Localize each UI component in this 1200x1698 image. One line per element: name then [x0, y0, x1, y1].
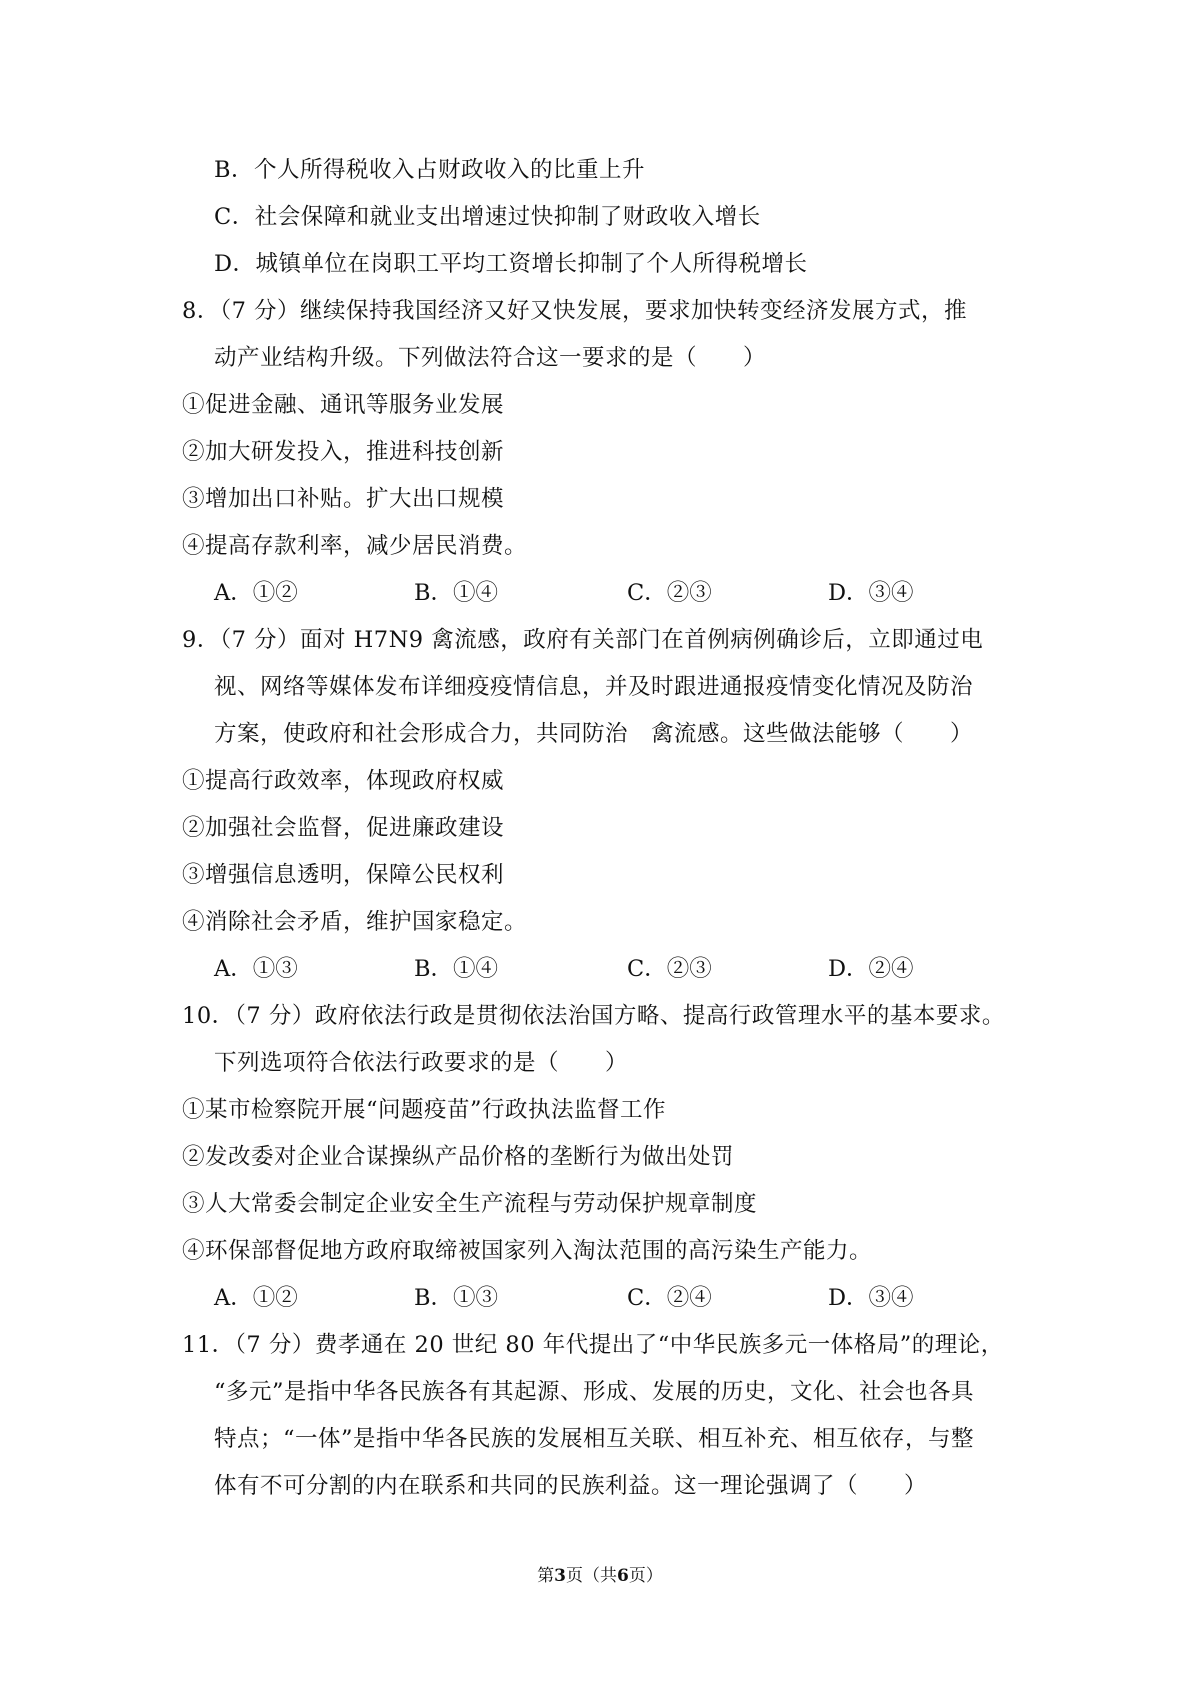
q9-item-1: ①提高行政效率，体现政府权威 [182, 768, 505, 794]
q9-stem-line1: 9．（7 分）面对 H7N9 禽流感，政府有关部门在首例病例确诊后，立即通过电 [182, 627, 984, 653]
q11-stem-line2: “多元”是指中华各民族各有其起源、形成、发展的历史，文化、社会也各具 [214, 1379, 975, 1405]
page-footer [0, 1564, 1200, 1588]
q9-item-2: ②加强社会监督，促进廉政建设 [182, 815, 505, 841]
q8-item-2: ②加大研发投入，推进科技创新 [182, 439, 505, 465]
q10-item-1: ①某市检察院开展“问题疫苗”行政执法监督工作 [182, 1097, 667, 1123]
q10-option-a: A．①② [214, 1285, 298, 1311]
q10-item-4: ④环保部督促地方政府取缔被国家列入淘汰范围的高污染生产能力。 [182, 1238, 873, 1264]
q11-stem-line4: 体有不可分割的内在联系和共同的民族利益。这一理论强调了（ ） [214, 1473, 928, 1499]
q9-option-c: C．②③ [627, 956, 712, 982]
q8-stem-line1: 8．（7 分）继续保持我国经济又好又快发展，要求加快转变经济发展方式，推 [182, 298, 968, 324]
q8-item-4: ④提高存款利率，减少居民消费。 [182, 533, 528, 559]
q7-option-c: C．社会保障和就业支出增速过快抑制了财政收入增长 [214, 204, 761, 230]
q8-option-a: A．①② [214, 580, 298, 606]
q10-stem-line1: 10．（7 分）政府依法行政是贯彻依法治国方略、提高行政管理水平的基本要求。 [182, 1003, 1005, 1029]
q9-stem-line2: 视、网络等媒体发布详细疫疫情信息，并及时跟进通报疫情变化情况及防治 [214, 674, 974, 700]
footer-suffix: 页） [628, 1566, 663, 1586]
q9-options [214, 952, 974, 986]
q9-stem-line3: 方案，使政府和社会形成合力，共同防治 禽流感。这些做法能够（ ） [214, 721, 974, 747]
q8-options [214, 576, 974, 610]
footer-total-pages: 6 [617, 1566, 629, 1586]
q7-option-d: D．城镇单位在岗职工平均工资增长抑制了个人所得税增长 [214, 251, 808, 277]
q8-item-3: ③增加出口补贴。扩大出口规模 [182, 486, 505, 512]
q8-item-1: ①促进金融、通讯等服务业发展 [182, 392, 505, 418]
q10-option-b: B．①③ [414, 1285, 499, 1311]
q9-item-4: ④消除社会矛盾，维护国家稳定。 [182, 909, 528, 935]
q9-option-b: B．①④ [414, 956, 499, 982]
q8-option-d: D．③④ [828, 580, 914, 606]
q10-options [214, 1281, 974, 1315]
footer-page-number: 3 [554, 1566, 566, 1586]
q7-option-b: B．个人所得税收入占财政收入的比重上升 [214, 157, 646, 183]
q11-stem-line1: 11．（7 分）费孝通在 20 世纪 80 年代提出了“中华民族多元一体格局”的理论， [182, 1332, 1004, 1358]
footer-prefix: 第 [537, 1566, 555, 1586]
q10-option-c: C．②④ [627, 1285, 712, 1311]
q9-item-3: ③增强信息透明，保障公民权利 [182, 862, 505, 888]
q10-option-d: D．③④ [828, 1285, 914, 1311]
footer-mid: 页（共 [566, 1566, 617, 1586]
q8-stem-line2: 动产业结构升级。下列做法符合这一要求的是（ ） [214, 345, 767, 371]
q11-stem-line3: 特点；“一体”是指中华各民族的发展相互关联、相互补充、相互依存，与整 [214, 1426, 975, 1452]
q10-item-2: ②发改委对企业合谋操纵产品价格的垄断行为做出处罚 [182, 1144, 735, 1170]
q10-item-3: ③人大常委会制定企业安全生产流程与劳动保护规章制度 [182, 1191, 758, 1217]
q9-option-d: D．②④ [828, 956, 914, 982]
q9-option-a: A．①③ [214, 956, 298, 982]
q8-option-b: B．①④ [414, 580, 499, 606]
q10-stem-line2: 下列选项符合依法行政要求的是（ ） [214, 1050, 629, 1076]
q8-option-c: C．②③ [627, 580, 712, 606]
